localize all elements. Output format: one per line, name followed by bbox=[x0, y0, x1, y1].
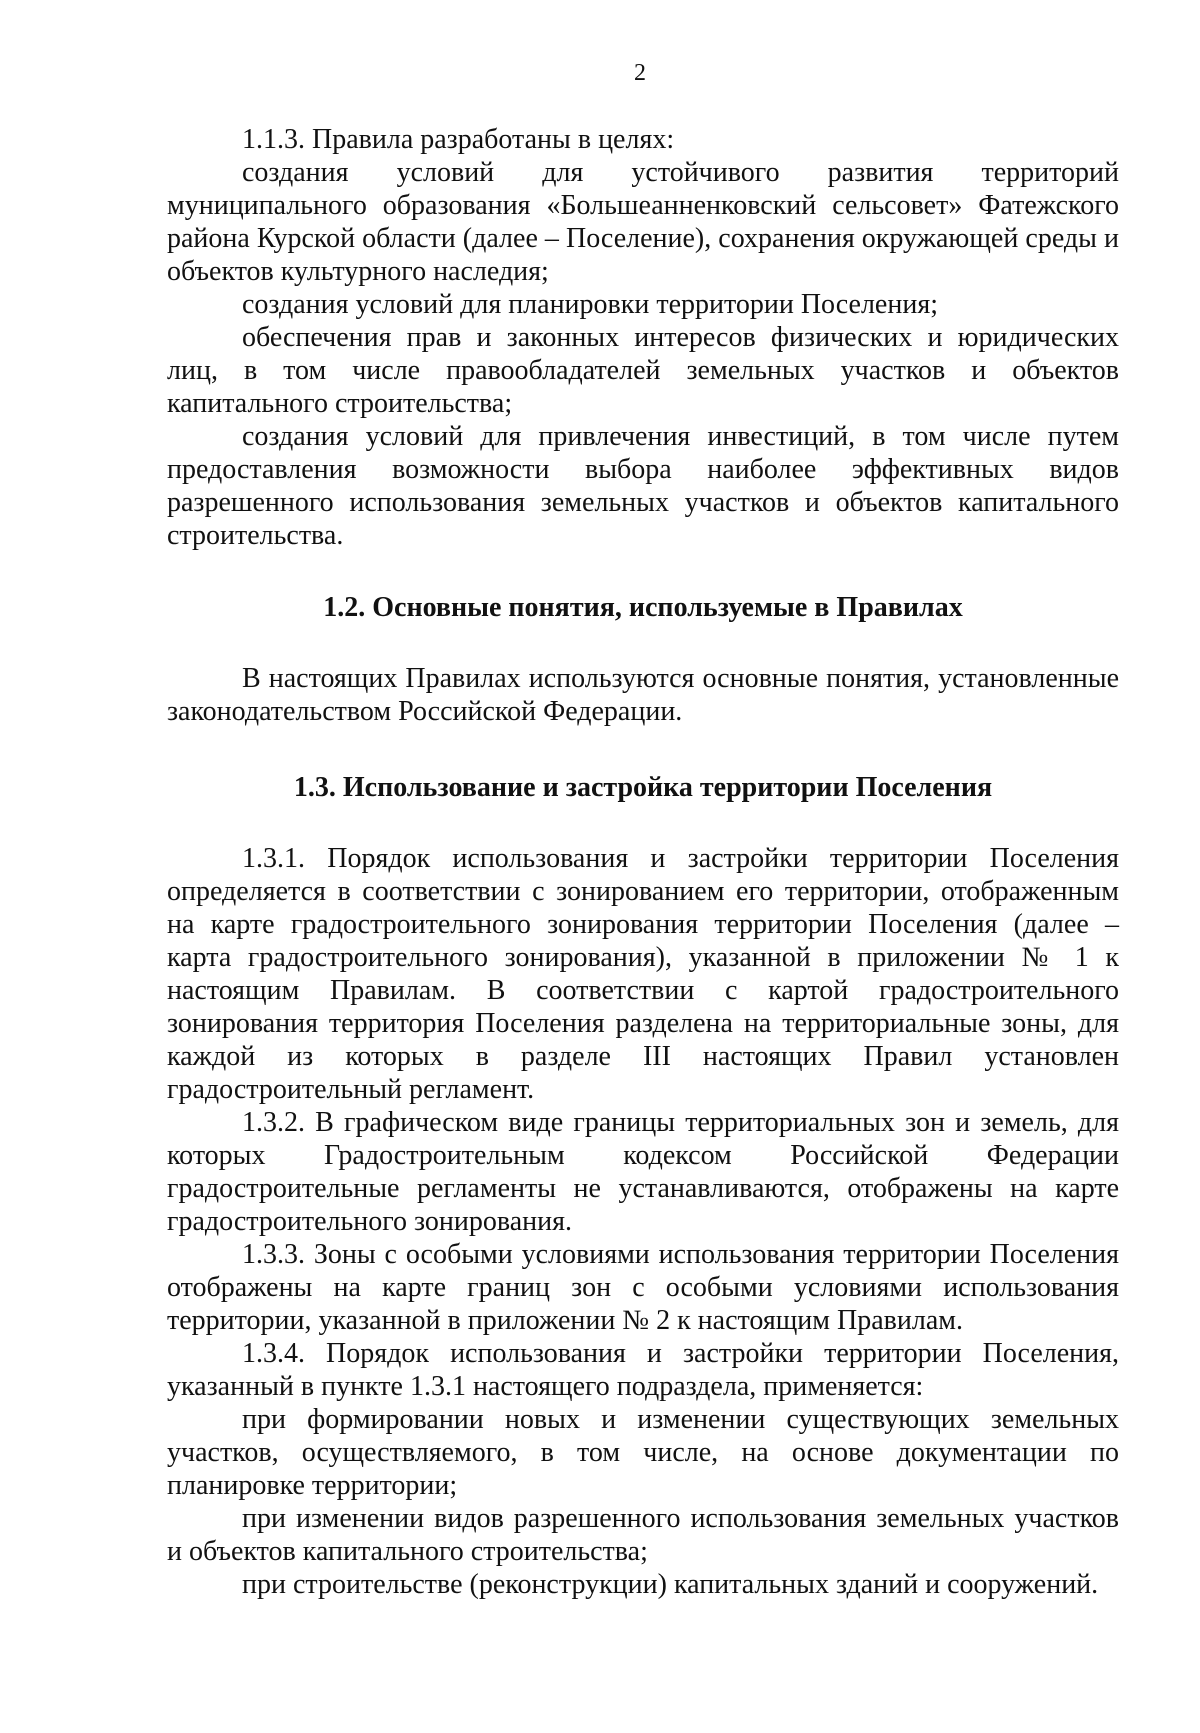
page-number: 2 bbox=[634, 60, 646, 86]
list-item: обеспечения прав и законных интересов физических и юридических лиц, в том числе правообладателей земельных участков и объектов капитального строительства; bbox=[167, 322, 1119, 419]
section-1-3-heading: 1.3. Использование и застройка территории Поселения bbox=[293, 772, 993, 803]
document-body bbox=[167, 123, 1119, 1601]
paragraph-1-3-1: 1.3.1. Порядок использования и застройки территории Поселения определяется в соответствии с зонированием его территории, отображенным на карте градостроительного зонирования территории Поселения (далее – карта градостроительного зонирования), указанной в приложении № 1 к настоящим Правилам. В соответствии с картой градостроительного зонирования территория Поселения разделена на территориальные зоны, для каждой из которых в разделе III настоящих Правил установлен градостроительный регламент. bbox=[167, 843, 1119, 1105]
paragraph-1-3-3: 1.3.3. Зоны с особыми условиями использования территории Поселения отображены на карте границ зон с особыми условиями использования территории, указанной в приложении № 2 к настоящим Правилам. bbox=[167, 1239, 1119, 1336]
list-item: создания условий для планировки территории Поселения; bbox=[242, 289, 938, 320]
list-item: при строительстве (реконструкции) капитальных зданий и сооружений. bbox=[242, 1569, 1099, 1600]
list-item: при изменении видов разрешенного использования земельных участков и объектов капитального строительства; bbox=[167, 1503, 1119, 1567]
list-item: создания условий для устойчивого развития территорий муниципального образования «Большеанненковский сельсовет» Фатежского района Курской области (далее – Поселение), сохранения окружающей среды и объектов культурного наследия; bbox=[167, 157, 1119, 287]
list-item: при формировании новых и изменении существующих земельных участков, осуществляемого, в том числе, на основе документации по планировке территории; bbox=[167, 1404, 1119, 1501]
section-1-2-text: В настоящих Правилах используются основные понятия, установленные законодательством Российской Федерации. bbox=[167, 663, 1119, 727]
list-item: создания условий для привлечения инвестиций, в том числе путем предоставления возможности выбора наиболее эффективных видов разрешенного использования земельных участков и объектов капитального строительства. bbox=[167, 421, 1119, 551]
section-1-1-3-intro: 1.1.3. Правила разработаны в целях: bbox=[242, 124, 675, 155]
section-1-2-heading: 1.2. Основные понятия, используемые в Правилах bbox=[323, 592, 963, 623]
paragraph-1-3-2: 1.3.2. В графическом виде границы территориальных зон и земель, для которых Градостроительным кодексом Российской Федерации градостроительные регламенты не устанавливаются, отображены на карте градостроительного зонирования. bbox=[167, 1107, 1119, 1237]
paragraph-1-3-4: 1.3.4. Порядок использования и застройки территории Поселения, указанный в пункте 1.3.1 настоящего подраздела, применяется: bbox=[167, 1338, 1119, 1402]
